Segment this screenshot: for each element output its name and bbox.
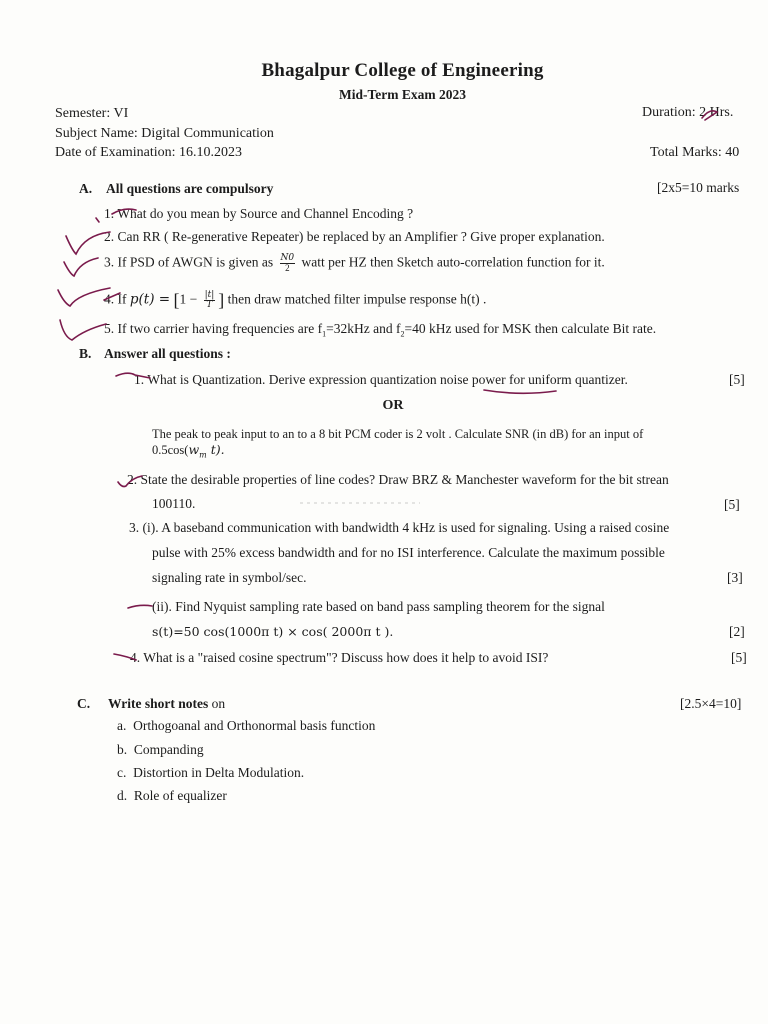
subscript-2: 2 — [400, 329, 405, 339]
section-c-item-b: b. Companding — [117, 742, 204, 757]
question-text: (i). A baseband communication with bandwidth 4 kHz is used for signaling. Using a raised cosine — [142, 520, 670, 535]
total-marks: Total Marks: 40 — [650, 145, 740, 160]
question-number: 4. — [104, 291, 115, 307]
tick-mark-q3 — [64, 258, 98, 276]
section-b-q3-line2: pulse with 25% excess bandwidth and for no ISI interference. Calculate the maximum possible — [152, 545, 665, 560]
question-text: State the desirable properties of line codes? Draw BRZ & Manchester waveform for the bit strean — [140, 472, 669, 487]
question-number: 2. — [127, 472, 138, 487]
question-number: 3. — [104, 254, 115, 270]
tick-mark-q1 — [96, 218, 99, 222]
duration-label: Duration: — [642, 105, 696, 120]
question-text: What is Quantization. Derive expression quantization noise power for uniform quantizer. — [147, 372, 628, 387]
section-b-q2-line2: 100110. — [152, 496, 196, 511]
section-b-q1-marks: [5] — [729, 372, 745, 387]
section-b-title: Answer all questions : — [104, 346, 231, 361]
section-b-q3-marks: [3] — [727, 570, 743, 585]
section-a-q5 — [104, 321, 656, 339]
section-b-q1-alt-line2: $0.5\cos(w_m$ t). — [152, 442, 225, 460]
question-text-post: watt per HZ then Sketch auto-correlation function for it. — [301, 254, 605, 270]
section-c-letter: C. — [77, 696, 91, 711]
section-b-q1 — [134, 372, 628, 388]
section-b-q3-ii: (ii). Find Nyquist sampling rate based on band pass sampling theorem for the signal — [152, 599, 605, 614]
fraction-t-over-T: $\frac{|t|}{T}$ — [204, 290, 215, 310]
section-b-q3-ii-marks: [2] — [729, 624, 745, 639]
question-number: 3. — [129, 520, 140, 535]
question-text-post: =40 kHz used for MSK then calculate Bit rate. — [404, 321, 657, 336]
question-text-pre: If — [117, 291, 127, 307]
question-number: 1. — [134, 372, 145, 387]
formula-inner: 1 − — [179, 291, 198, 307]
subscript-1: 1 — [322, 329, 327, 339]
section-b-q2 — [127, 472, 669, 488]
bracket-open-icon: [ — [173, 290, 180, 310]
section-b-q4 — [130, 650, 548, 666]
section-a-letter: A. — [79, 181, 93, 196]
question-number: 2. — [104, 229, 115, 244]
section-b-q3 — [129, 520, 669, 536]
exam-date: Date of Examination: 16.10.2023 — [55, 145, 243, 160]
or-divider: OR — [382, 398, 404, 413]
tick-mark-q5 — [60, 320, 106, 340]
section-a-q3 — [104, 254, 605, 273]
formula-lhs: p(t) = — [129, 291, 171, 308]
question-number: 5. — [104, 321, 115, 336]
section-c-marks: [2.5×4=10] — [680, 696, 742, 711]
section-b-q3-ii-line2: s(t)=50 cos(1000π t) × cos( 2000π t ). — [152, 624, 394, 639]
section-a-marks: [2x5=10 marks — [657, 180, 740, 195]
subject-name: Subject Name: Digital Communication — [55, 126, 274, 141]
college-title: Bhagalpur College of Engineering — [261, 60, 544, 81]
b-q3ii-dash — [128, 605, 152, 608]
bracket-close-icon: ] — [218, 290, 225, 310]
tick-mark-q4 — [58, 288, 110, 306]
question-text: What is a "raised cosine spectrum"? Discuss how does it help to avoid ISI? — [143, 650, 549, 665]
section-b-q4-marks: [5] — [731, 650, 747, 665]
section-b-q1-alt-line1: The peak to peak input to an to a 8 bit PCM coder is 2 volt . Calculate SNR (in dB) for an input of — [152, 427, 644, 441]
section-b-letter: B. — [79, 346, 92, 361]
section-a-q1 — [104, 206, 413, 222]
question-text: Can RR ( Re-generative Repeater) be replaced by an Amplifier ? Give proper explanation. — [117, 229, 605, 244]
duration-value: 2 Hrs. — [699, 105, 734, 120]
question-text-pre: If two carrier having frequencies are f — [117, 321, 323, 336]
noise-power-underline — [484, 390, 556, 393]
section-c-item-c: c. Distortion in Delta Modulation. — [117, 765, 305, 780]
section-a-q4 — [104, 290, 486, 311]
question-text: What do you mean by Source and Channel Encoding ? — [117, 206, 414, 221]
question-number: 4. — [130, 650, 141, 665]
section-c-item-d: d. Role of equalizer — [117, 788, 227, 803]
question-number: 1. — [104, 206, 115, 221]
section-c-item-a: a. Orthogoanal and Orthonormal basis function — [117, 718, 376, 733]
section-c-title: Write short notes on — [108, 696, 226, 711]
duration — [642, 105, 733, 121]
question-text-post: then draw matched filter impulse response h(t) . — [227, 291, 487, 307]
exam-title: Mid-Term Exam 2023 — [339, 87, 466, 102]
section-a-title: All questions are compulsory — [106, 181, 274, 196]
fraction-n0-over-2: $\frac{N0}{2}$ — [280, 253, 295, 273]
question-text-pre: If PSD of AWGN is given as — [117, 254, 274, 270]
semester: Semester: VI — [55, 106, 129, 121]
section-b-q2-marks: [5] — [724, 497, 740, 512]
section-b-q3-line3: signaling rate in symbol/sec. — [152, 570, 307, 585]
section-a-q2 — [104, 229, 605, 245]
question-text-mid: =32kHz and f — [326, 321, 401, 336]
